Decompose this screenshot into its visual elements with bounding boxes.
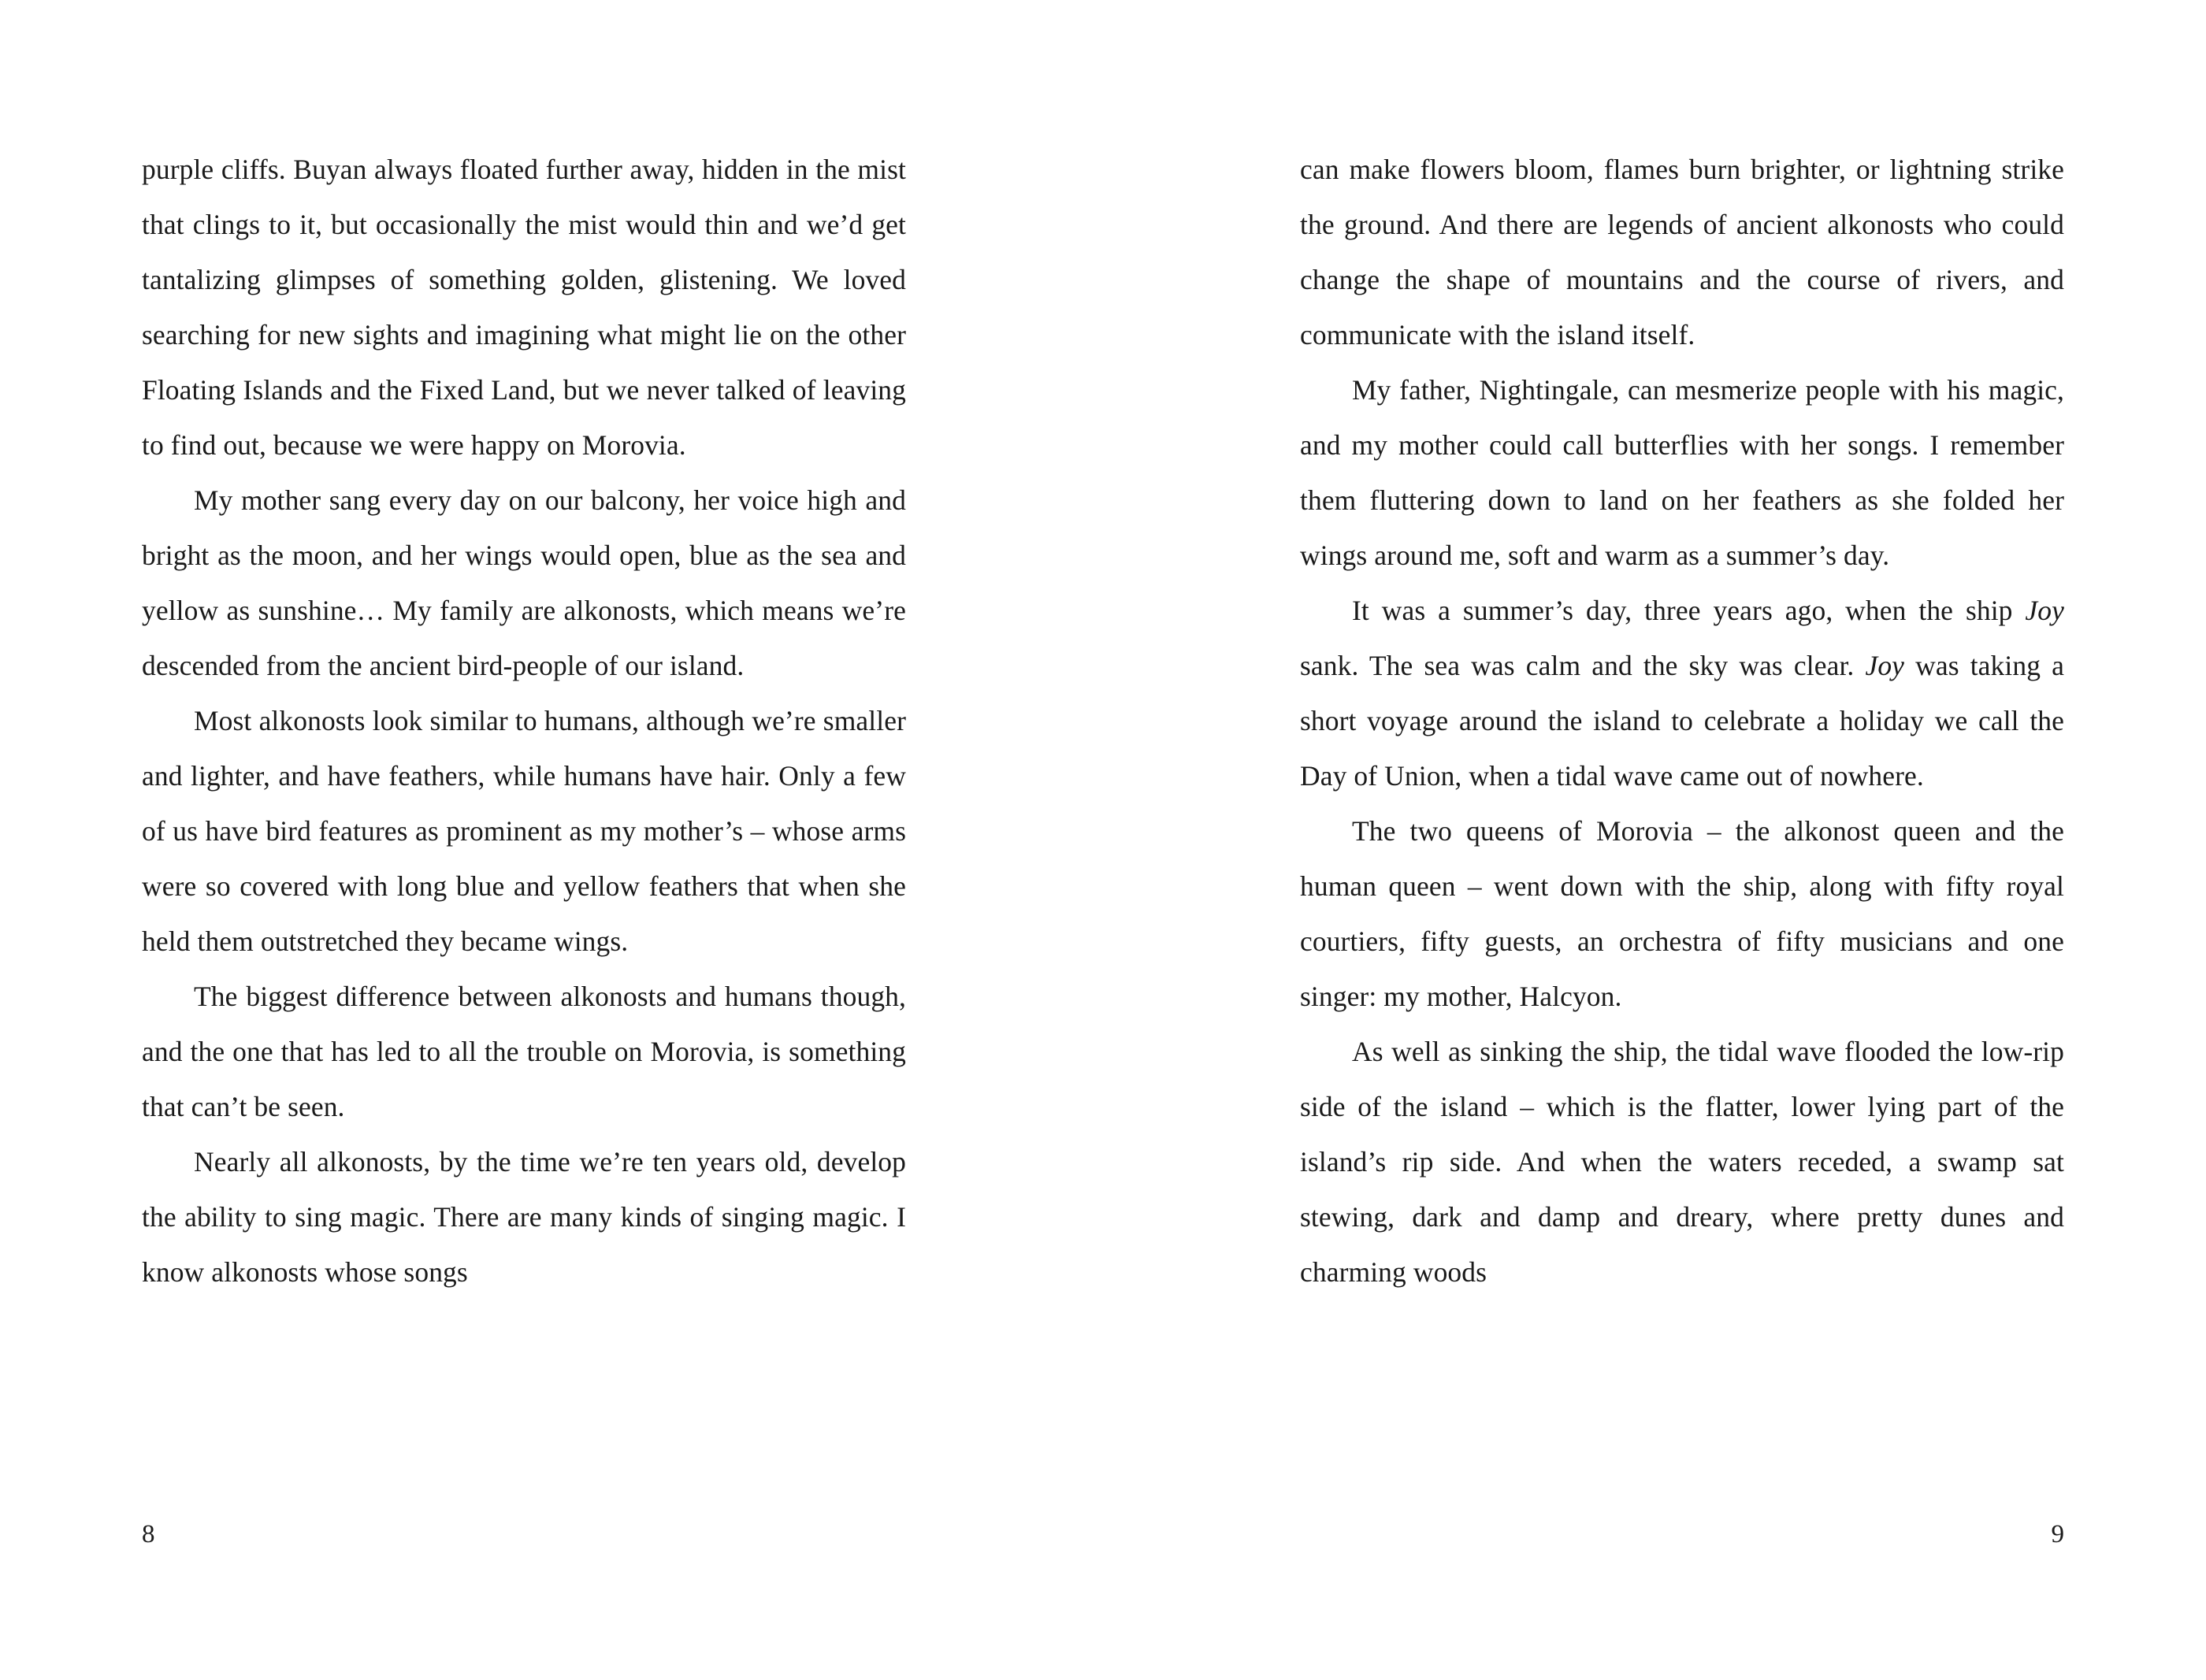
italic-title: Joy xyxy=(1865,650,1905,681)
paragraph: The two queens of Morovia – the alkonost queen and the human queen – went down with the ship, along with fifty royal courtiers, fifty guests, an orchestra of fifty musicians and one singer: my mother, Halcyon. xyxy=(1300,815,2064,1012)
page-number-right: 9 xyxy=(2051,1520,2064,1548)
body-text-left xyxy=(142,142,906,1300)
italic-title: Joy xyxy=(2025,595,2064,626)
paragraph: Most alkonosts look similar to humans, although we’re smaller and lighter, and have feathers, while humans have hair. Only a few of us have bird features as prominent as my mother’s – whose arms were so covered with long blue and yellow feathers that when she held them outstretched they became wings. xyxy=(142,705,906,957)
paragraph: purple cliffs. Buyan always floated further away, hidden in the mist that clings to it, but occasionally the mist would thin and we’d get tantalizing glimpses of something golden, glistening. We loved searching for new sights and imagining what might lie on the other Floating Islands and the Fixed Land, but we never talked of leaving to find out, because we were happy on Morovia. xyxy=(142,154,906,461)
paragraph: My father, Nightingale, can mesmerize people with his magic, and my mother could call butterflies with her songs. I remember them fluttering down to land on her feathers as she folded her wings around me, soft and warm as a summer’s day. xyxy=(1300,374,2064,571)
body-text-right xyxy=(1300,142,2064,1300)
paragraph: As well as sinking the ship, the tidal wave flooded the low-rip side of the island – which is the flatter, lower lying part of the island’s rip side. And when the waters receded, a swamp sat stewing, dark and damp and dreary, where pretty dunes and charming woods xyxy=(1300,1036,2064,1288)
page-number-left: 8 xyxy=(142,1520,155,1548)
paragraph: My mother sang every day on our balcony, her voice high and bright as the moon, and her wings would open, blue as the sea and yellow as sunshine… My family are alkonosts, which means we’re descended from the ancient bird-people of our island. xyxy=(142,484,906,681)
paragraph: can make flowers bloom, flames burn brighter, or lightning strike the ground. And there are legends of ancient alkonosts who could change the shape of mountains and the course of rivers, and communicate with the island itself. xyxy=(1300,154,2064,350)
paragraph: It was a summer’s day, three years ago, when the ship Joy sank. The sea was calm and the sky was clear. Joy was taking a short voyage around the island to celebrate a holiday we call the Day of Union, when a tidal wave came out of nowhere. xyxy=(1300,595,2064,792)
page-right xyxy=(1103,0,2206,1680)
paragraph: The biggest difference between alkonosts and humans though, and the one that has led to all the trouble on Morovia, is something that can’t be seen. xyxy=(142,981,906,1122)
paragraph: Nearly all alkonosts, by the time we’re ten years old, develop the ability to sing magic. There are many kinds of singing magic. I know alkonosts whose songs xyxy=(142,1146,906,1288)
